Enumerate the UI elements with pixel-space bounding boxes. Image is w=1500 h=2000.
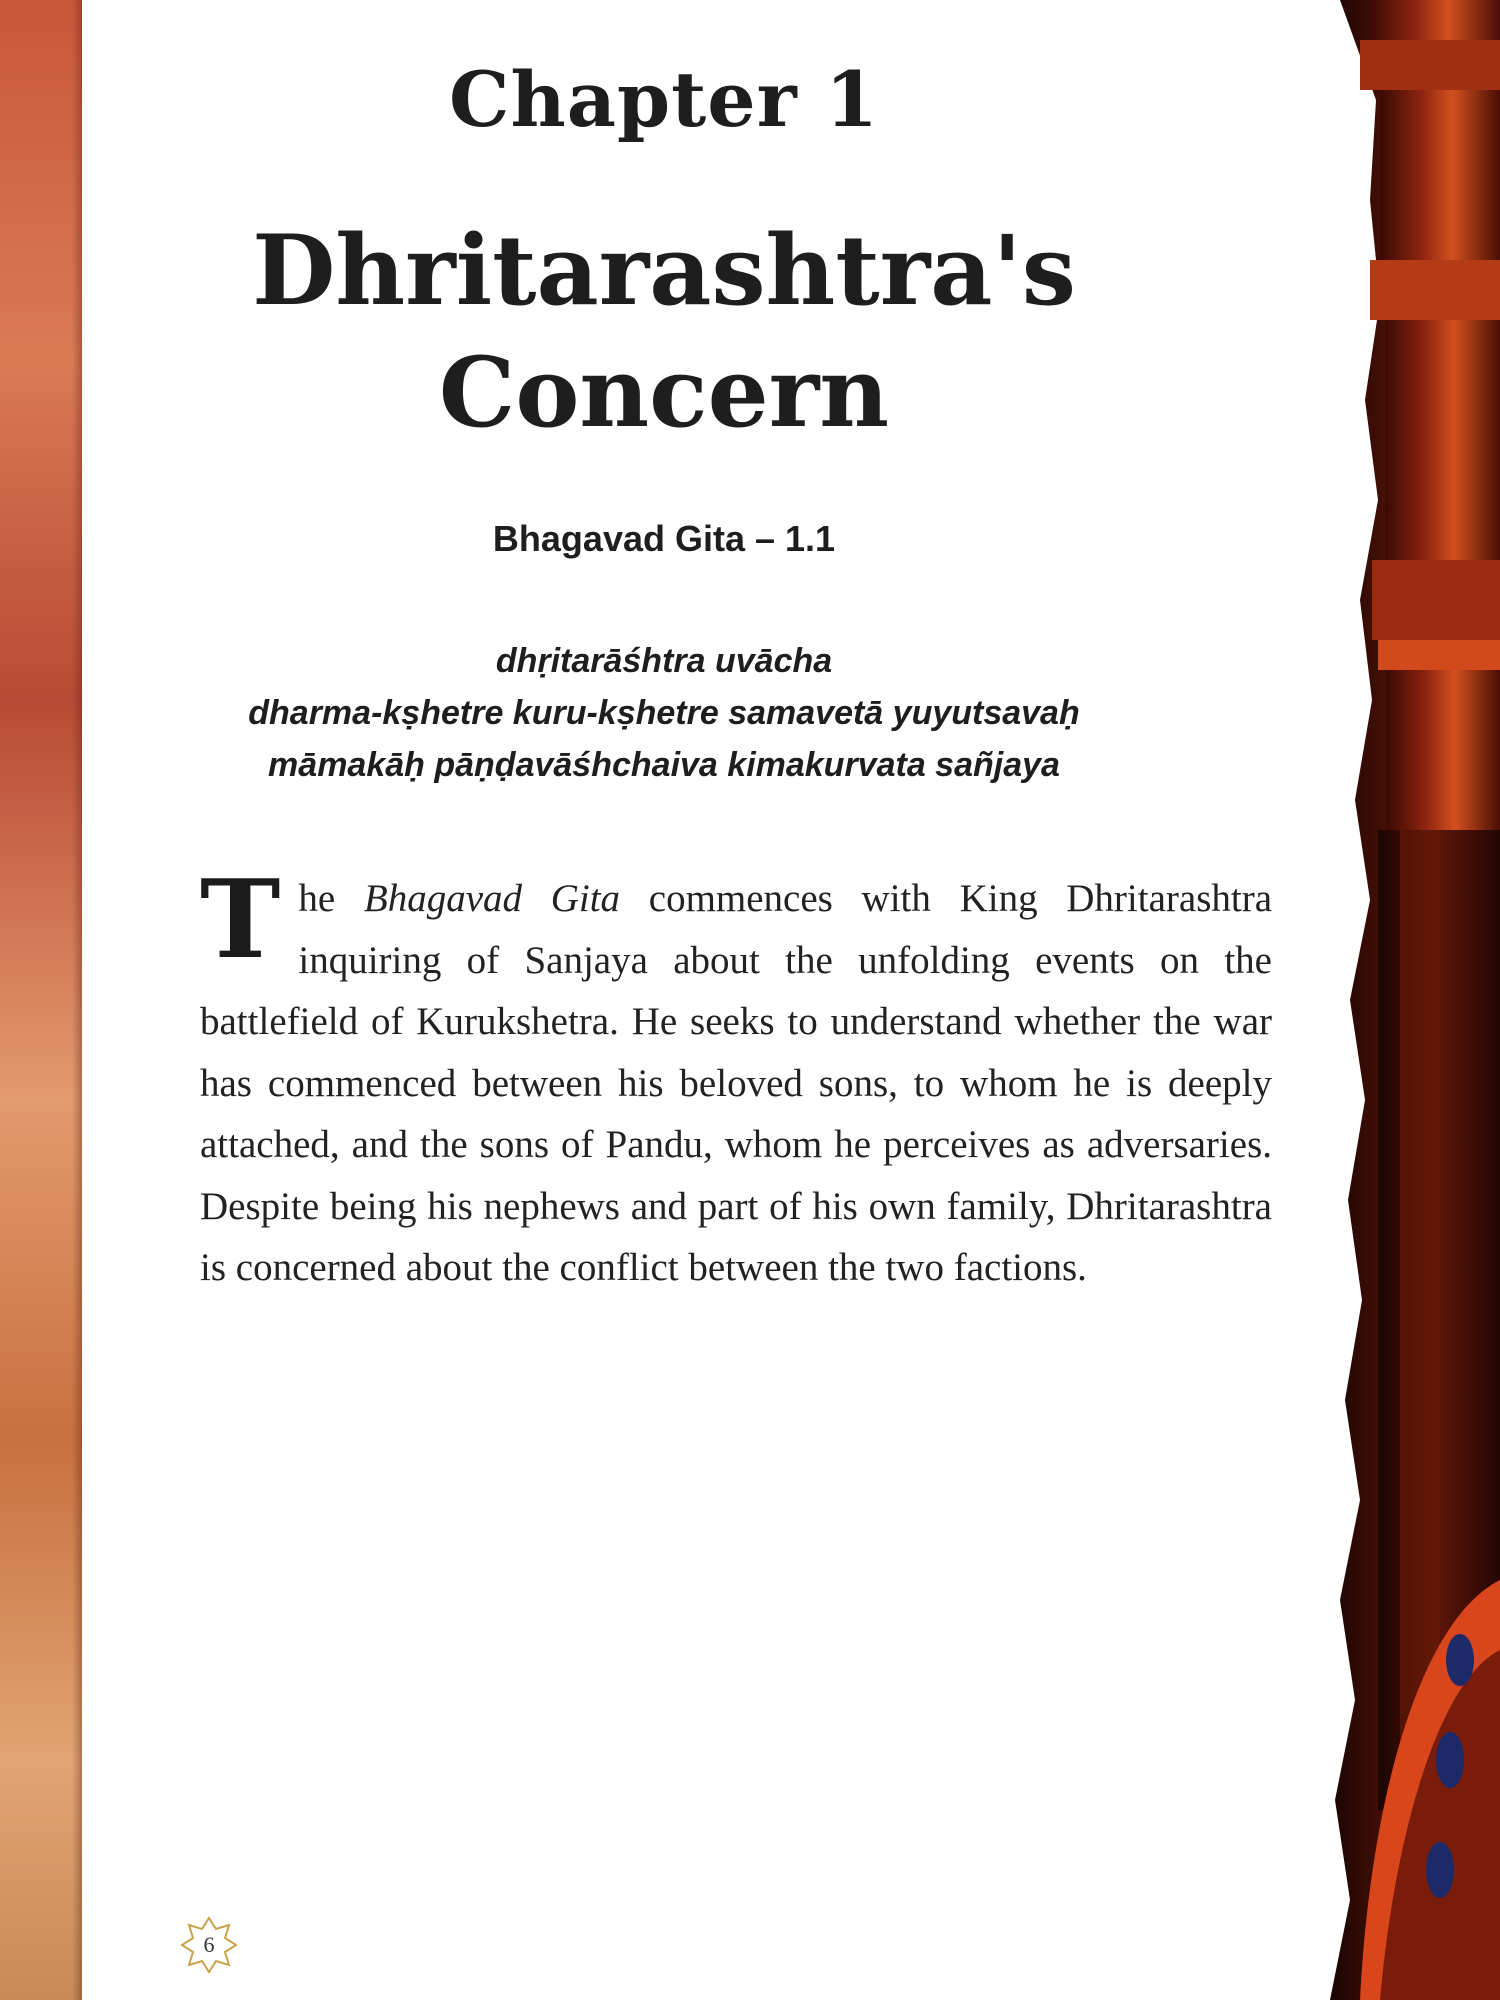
verse-line: dhṛitarāśhtra uvācha bbox=[495, 642, 833, 680]
page-number-badge bbox=[180, 1916, 238, 1974]
verse-reference: Bhagavad Gita – 1.1 bbox=[492, 518, 836, 559]
chapter-title-line-1: Dhritarashtra's bbox=[252, 214, 1076, 327]
pillar-illustration bbox=[1300, 0, 1500, 2000]
sanskrit-verse bbox=[0, 635, 1328, 791]
chapter-title-line-2: Concern bbox=[438, 336, 890, 449]
body-lead: he bbox=[298, 877, 364, 920]
chapter-heading: Chapter 1 bbox=[449, 55, 879, 144]
book-title-italic: Bhagavad Gita bbox=[363, 877, 621, 920]
chapter-title bbox=[0, 210, 1328, 454]
verse-line: māmakāḥ pāṇḍavāśhchaiva kimakurvata sañjaya bbox=[268, 746, 1060, 784]
drop-cap: T bbox=[200, 857, 281, 983]
verse-line: dharma-kṣhetre kuru-kṣhetre samavetā yuyutsavaḥ bbox=[248, 694, 1080, 732]
body-paragraph bbox=[200, 857, 1273, 1299]
body-text: commences with King Dhritarashtra inquiring of Sanjaya about the unfolding events on the battlefield of Kurukshetra. He seeks to understand whether the war has commenced between his beloved sons, to whom he is deeply attached, and the sons of Pandu, whom he perceives as adversaries. Despite being his nephews and part of his own family, Dhritarashtra is concerned about the conflict between the two factions. bbox=[200, 877, 1273, 1289]
page-number: 6 bbox=[203, 1932, 215, 1957]
